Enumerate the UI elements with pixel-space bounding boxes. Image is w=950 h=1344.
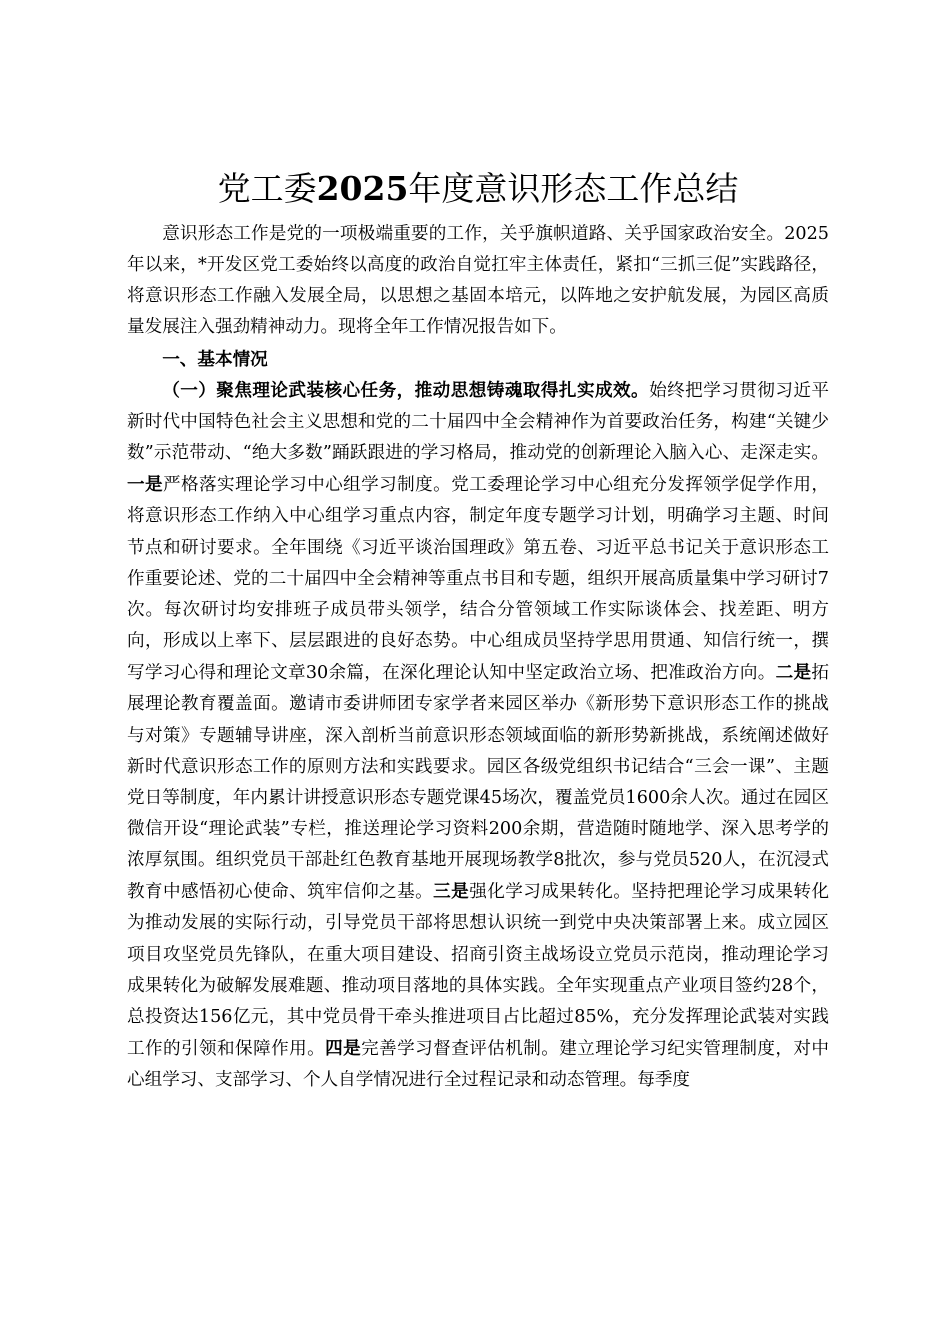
point-marker-1: 一是	[127, 474, 164, 496]
subsection-1-paragraph	[127, 375, 829, 1097]
document-page	[127, 165, 829, 1096]
section-heading-basic: 一、基本情况	[162, 348, 268, 370]
subsection-1-heading: （一）聚焦理论武装核心任务，推动思想铸魂取得扎实成效。	[162, 379, 650, 401]
intro-paragraph: 意识形态工作是党的一项极端重要的工作，关乎旗帜道路、关乎国家政治安全。2025年以来，*开发区党工委始终以高度的政治自觉扛牢主体责任，紧扣“三抓三促”实践路径，将意识形态工作融入发展全局，以思想之基固本培元，以阵地之安护航发展，为园区高质量发展注入强劲精神动力。现将全年工作情况报告如下。	[127, 224, 829, 338]
title-year: 2025	[316, 169, 409, 208]
point-4-text: 完善学习督查评估机制。建立理论学习纪实管理制度，对中心组学习、支部学习、个人自学情况进行全过程记录和动态管理。每季度	[127, 1039, 829, 1091]
point-3-text: 强化学习成果转化。坚持把理论学习成果转化为推动发展的实际行动，引导党员干部将思想认识统一到党中央决策部署上来。成立园区项目攻坚党员先锋队，在重大项目建设、招商引资主战场设立党员示范岗，推动理论学习成果转化为破解发展难题、推动项目落地的具体实践。全年实现重点产业项目签约28个，总投资达156亿元，其中党员骨干牵头推进项目占比超过85%，充分发挥理论武装对实践工作的引领和保障作用。	[127, 882, 829, 1060]
point-marker-2: 二是	[775, 662, 812, 684]
point-marker-4: 四是	[325, 1038, 362, 1060]
point-marker-3: 三是	[433, 881, 470, 903]
title-suffix: 年度意识形态工作总结	[408, 169, 739, 208]
document-title	[127, 165, 829, 213]
title-prefix: 党工委	[217, 169, 317, 208]
point-2-text: 拓展理论教育覆盖面。邀请市委讲师团专家学者来园区举办《新形势下意识形态工作的挑战与对策》专题辅导讲座，深入剖析当前意识形态领域面临的新形势新挑战，系统阐述做好新时代意识形态工作的原则方法和实践要求。园区各级党组织书记结合“三会一课”、主题党日等制度，年内累计讲授意识形态专题党课45场次，覆盖党员1600余人次。通过在园区微信开设“理论武装”专栏，推送理论学习资料200余期，营造随时随地学、深入思考学的浓厚氛围。组织党员干部赴红色教育基地开展现场教学8批次，参与党员520人，在沉浸式教育中感悟初心使命、筑牢信仰之基。	[127, 663, 829, 903]
point-1-text: 严格落实理论学习中心组学习制度。党工委理论学习中心组充分发挥领学促学作用，将意识形态工作纳入中心组学习重点内容，制定年度专题学习计划，明确学习主题、时间节点和研讨要求。全年围绕《习近平谈治国理政》第五卷、习近平总书记关于意识形态工作重要论述、党的二十届四中全会精神等重点书目和专题，组织开展高质量集中学习研讨7次。每次研讨均安排班子成员带头领学，结合分管领域工作实际谈体会、找差距、明方向，形成以上率下、层层跟进的良好态势。中心组成员坚持学思用贯通、知信行统一，撰写学习心得和理论文章30余篇，在深化理论认知中坚定政治立场、把准政治方向。	[127, 475, 829, 684]
subsection-1-text: 始终把学习贯彻习近平新时代中国特色社会主义思想和党的二十届四中全会精神作为首要政治任务，构建“关键少数”示范带动、“绝大多数”踊跃跟进的学习格局，推动党的创新理论入脑入心、走深走实。	[127, 380, 829, 464]
